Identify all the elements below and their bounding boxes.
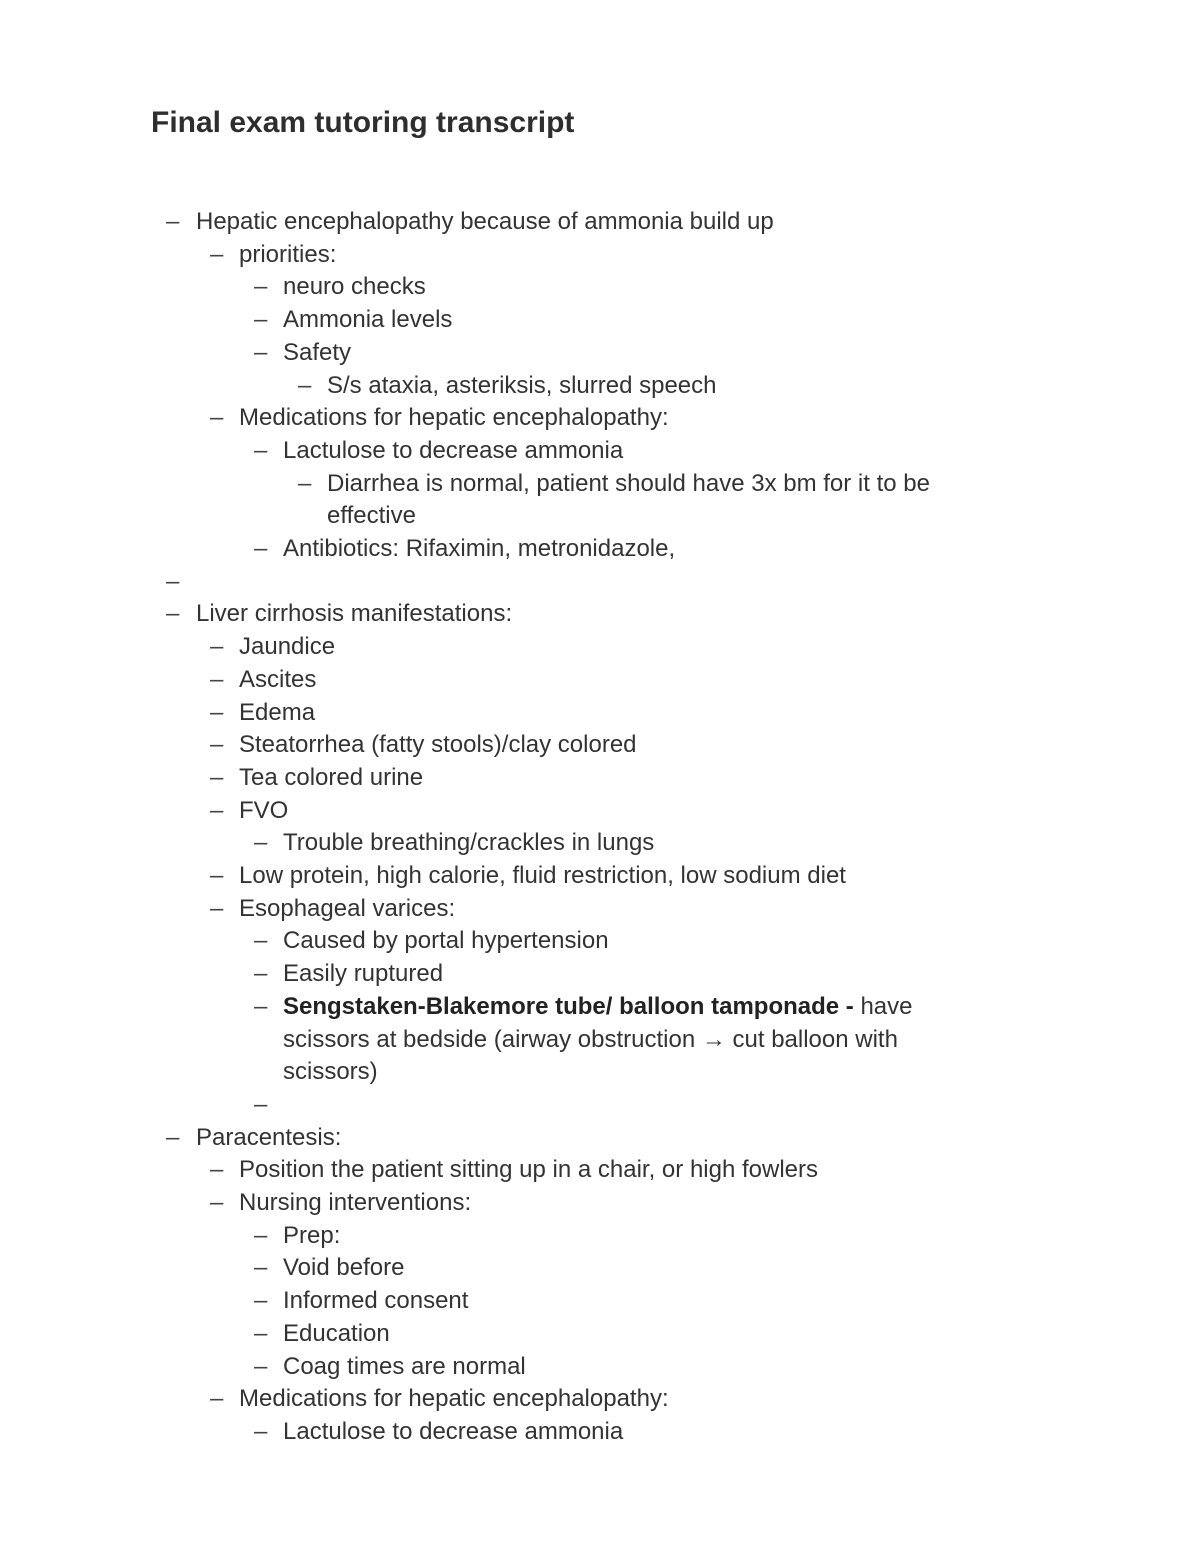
dash-bullet: – [254, 1254, 268, 1282]
outline-item [0, 206, 1200, 239]
outline-item-text: Informed consent [283, 1287, 469, 1315]
dash-bullet: – [210, 731, 224, 759]
outline-item [0, 271, 1200, 304]
outline-item [0, 1122, 1200, 1155]
outline-item [0, 468, 1200, 533]
outline-item-text: Prep: [283, 1221, 341, 1249]
outline-item-text: Easily ruptured [283, 960, 444, 988]
outline-item-text: Position the patient sitting up in a chair, or high fowlers [239, 1156, 818, 1184]
dash-bullet: – [210, 862, 224, 890]
dash-bullet: – [254, 306, 268, 334]
outline-item [0, 991, 1200, 1089]
outline-item [0, 631, 1200, 664]
dash-bullet: – [210, 698, 224, 726]
dash-bullet: – [254, 338, 268, 366]
outline-item-text [283, 991, 963, 1089]
outline-item [0, 533, 1200, 566]
dash-bullet: – [210, 1385, 224, 1413]
outline-item-text: Jaundice [239, 633, 336, 661]
bullet-outline [0, 206, 1200, 1449]
outline-item [0, 729, 1200, 762]
outline-item-text: FVO [239, 796, 289, 824]
outline-item [0, 1285, 1200, 1318]
dash-bullet: – [254, 960, 268, 988]
dash-bullet: – [298, 371, 312, 399]
outline-item [0, 239, 1200, 272]
dash-bullet: – [254, 927, 268, 955]
dash-bullet: – [254, 535, 268, 563]
outline-item-text: Void before [283, 1254, 405, 1282]
outline-item [0, 1220, 1200, 1253]
outline-item-text [196, 566, 1200, 599]
outline-item-text [283, 1089, 963, 1122]
dash-bullet: – [254, 273, 268, 301]
outline-item-text: Lactulose to decrease ammonia [283, 1417, 624, 1445]
outline-item [0, 795, 1200, 828]
outline-item [0, 402, 1200, 435]
outline-item-text: priorities: [239, 240, 337, 268]
outline-item [0, 1383, 1200, 1416]
outline-item-text: Medications for hepatic encephalopathy: [239, 404, 669, 432]
dash-bullet: – [210, 404, 224, 432]
dash-bullet: – [254, 1417, 268, 1445]
outline-item-text: Education [283, 1319, 390, 1347]
dash-bullet: – [254, 1287, 268, 1315]
dash-bullet: – [166, 208, 180, 235]
document-title: Final exam tutoring transcript [151, 106, 575, 139]
dash-bullet: – [210, 763, 224, 791]
outline-item-text: Nursing interventions: [239, 1189, 472, 1217]
dash-bullet: – [254, 829, 268, 857]
outline-item-text: Lactulose to decrease ammonia [283, 436, 624, 464]
outline-item-text: Antibiotics: Rifaximin, metronidazole, [283, 535, 676, 563]
dash-bullet: – [298, 469, 312, 497]
dash-bullet: – [254, 436, 268, 464]
outline-item-text: Edema [239, 698, 316, 726]
dash-bullet: – [210, 633, 224, 661]
dash-bullet: – [166, 1123, 180, 1151]
outline-item [0, 925, 1200, 958]
outline-item-text: Steatorrhea (fatty stools)/clay colored [239, 731, 637, 759]
dash-bullet: – [254, 1221, 268, 1249]
outline-item-text: Hepatic encephalopathy because of ammonia build up [196, 208, 774, 235]
dash-bullet: – [166, 600, 180, 628]
dash-bullet: – [254, 1090, 268, 1118]
dash-bullet: – [166, 567, 180, 595]
outline-item [0, 337, 1200, 370]
outline-item [0, 664, 1200, 697]
outline-item-text: S/s ataxia, asteriksis, slurred speech [327, 371, 717, 399]
outline-item [0, 1187, 1200, 1220]
outline-item [0, 1351, 1200, 1384]
outline-item [0, 370, 1200, 403]
outline-item [0, 1154, 1200, 1187]
outline-item-text: Medications for hepatic encephalopathy: [239, 1385, 669, 1413]
outline-item [0, 1089, 1200, 1122]
outline-item-text: Tea colored urine [239, 763, 424, 791]
outline-item [0, 1318, 1200, 1351]
outline-item-text: Trouble breathing/crackles in lungs [283, 829, 655, 857]
outline-item-text: Caused by portal hypertension [283, 927, 609, 955]
outline-item [0, 893, 1200, 926]
outline-item-text: Liver cirrhosis manifestations: [196, 600, 513, 628]
outline-item [0, 566, 1200, 599]
dash-bullet: – [254, 992, 268, 1020]
outline-item-bold-text: Sengstaken-Blakemore tube/ balloon tamponade - [283, 992, 854, 1020]
dash-bullet: – [210, 665, 224, 693]
dash-bullet: – [210, 796, 224, 824]
outline-item-text: Esophageal varices: [239, 894, 456, 922]
dash-bullet: – [210, 1156, 224, 1184]
outline-item-text: Low protein, high calorie, fluid restriction, low sodium diet [239, 862, 846, 890]
dash-bullet: – [254, 1352, 268, 1380]
outline-item [0, 1416, 1200, 1449]
outline-item [0, 304, 1200, 337]
outline-item-rest-text: have scissors at bedside (airway obstruction → cut balloon with scissors) [283, 992, 913, 1086]
outline-item-text: Safety [283, 338, 352, 366]
outline-item [0, 860, 1200, 893]
outline-item [0, 827, 1200, 860]
outline-item [0, 697, 1200, 730]
outline-item [0, 958, 1200, 991]
dash-bullet: – [254, 1319, 268, 1347]
dash-bullet: – [210, 894, 224, 922]
outline-item-text: Ascites [239, 665, 317, 693]
dash-bullet: – [210, 240, 224, 268]
outline-item-text: Ammonia levels [283, 306, 453, 334]
outline-item [0, 598, 1200, 631]
outline-item-text: neuro checks [283, 273, 426, 301]
outline-item-text: Paracentesis: [196, 1123, 342, 1151]
outline-item-text: Diarrhea is normal, patient should have 3x bm for it to be effective [327, 469, 930, 530]
outline-item [0, 762, 1200, 795]
outline-item-text: Coag times are normal [283, 1352, 526, 1380]
dash-bullet: – [210, 1189, 224, 1217]
outline-item [0, 435, 1200, 468]
outline-item [0, 1252, 1200, 1285]
